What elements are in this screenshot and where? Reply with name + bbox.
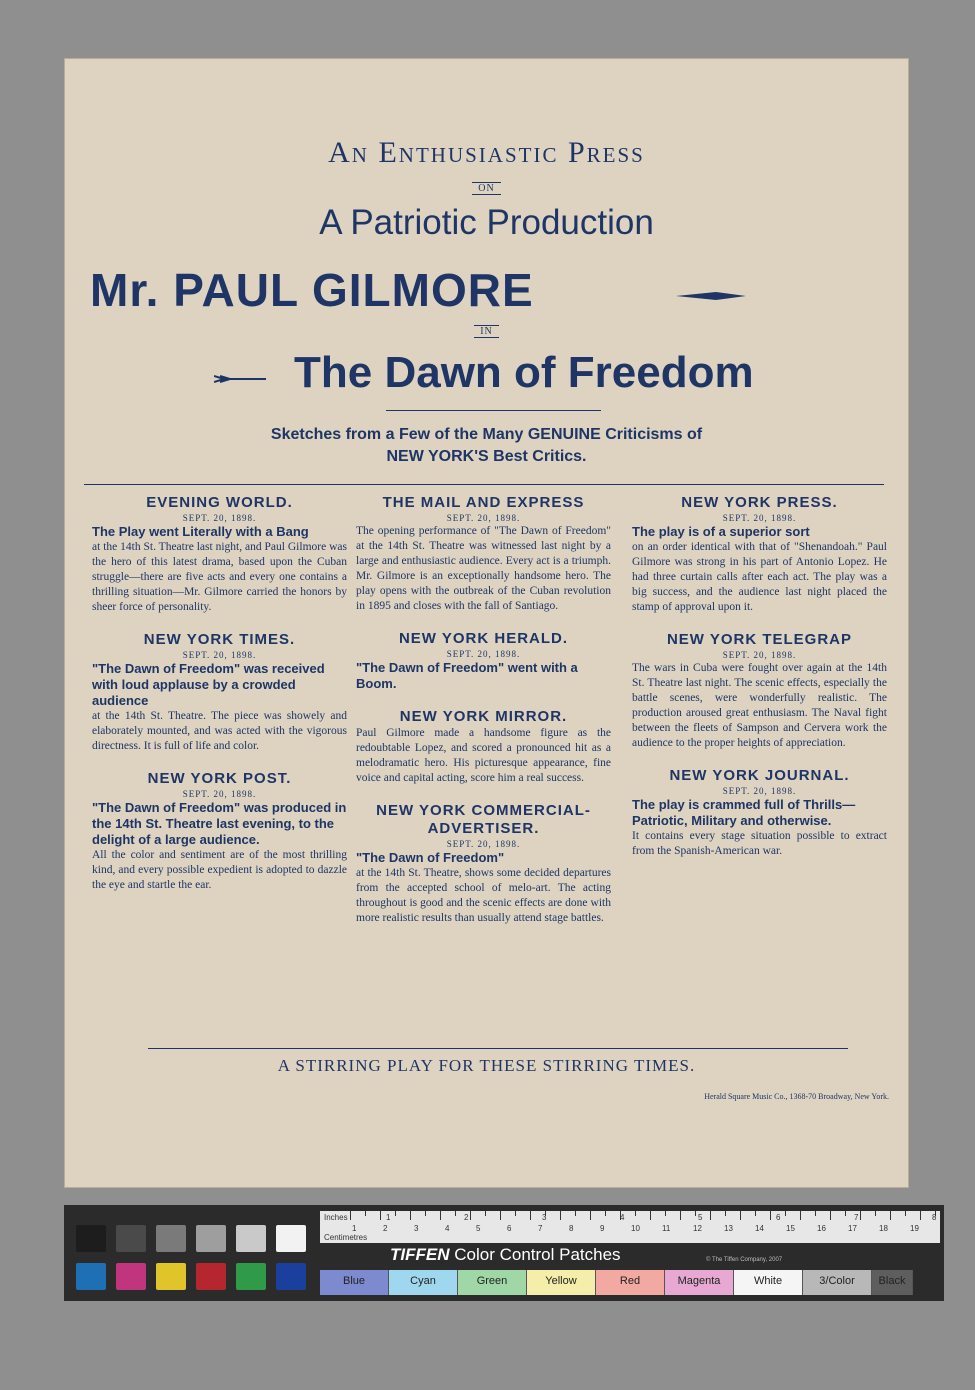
footer-slogan: A STIRRING PLAY FOR THESE STIRRING TIMES. <box>277 1056 696 1075</box>
review-date: SEPT. 20, 1898. <box>446 839 521 849</box>
review-lead: The Play went Literally with a Bang <box>92 524 309 539</box>
divider-short <box>386 410 601 411</box>
review-body: The wars in Cuba were fought over again at the 14th St. Theatre last night. The scenic effects, especially the battle scenes, were wonderfully realistic. The production aroused great enthusiasm. The Naval fight between the fleets of Sampson and Cervera work the audience to the proper heights of appreciation. <box>632 662 887 749</box>
review-lead: "The Dawn of Freedom" went with a Boom. <box>356 660 578 691</box>
ruler-cm-number: 19 <box>910 1224 919 1233</box>
review-paper: NEW YORK HERALD. <box>398 630 569 647</box>
color-strip-cell: Red <box>596 1270 665 1295</box>
ruler-cm-number: 9 <box>600 1224 605 1233</box>
headline-patriotic-production: A Patriotic Production <box>319 203 654 242</box>
ruler-inch-number: 6 <box>776 1213 781 1222</box>
color-strip-cell: Blue <box>320 1270 389 1295</box>
color-patch <box>236 1263 266 1290</box>
ruler-tick <box>515 1211 516 1216</box>
ruler-cm-number: 1 <box>352 1224 357 1233</box>
ruler-cm-number: 15 <box>786 1224 795 1233</box>
ruler-tick <box>890 1211 891 1220</box>
review-date: SEPT. 20, 1898. <box>722 786 797 796</box>
printer-credit: Herald Square Music Co., 1368-70 Broadway, New York. <box>704 1092 889 1101</box>
review-lead: "The Dawn of Freedom" was received with loud applause by a crowded audience <box>92 661 325 708</box>
ruler-tick <box>905 1211 906 1216</box>
review-date: SEPT. 20, 1898. <box>722 650 797 660</box>
feathered-arrow-icon <box>214 372 266 386</box>
ruler-tick <box>770 1211 771 1220</box>
subheading-line-2: NEW YORK'S Best Critics. <box>386 448 587 465</box>
ruler-inch-number: 1 <box>386 1213 391 1222</box>
color-patch <box>156 1263 186 1290</box>
color-strip-cell: White <box>734 1270 803 1295</box>
review-date: SEPT. 20, 1898. <box>182 513 257 523</box>
ruler-tick <box>740 1211 741 1220</box>
ruler-inches-label: Inches <box>324 1213 348 1222</box>
color-strip-cell: Magenta <box>665 1270 734 1295</box>
ruler-tick <box>380 1211 381 1220</box>
ruler-cm-number: 6 <box>507 1224 512 1233</box>
review-body: It contains every stage situation possible to extract from the Spanish-American war. <box>632 830 887 857</box>
review-block <box>632 494 887 615</box>
review-date: SEPT. 20, 1898. <box>722 513 797 523</box>
ruler-tick <box>350 1211 351 1220</box>
review-lead: "The Dawn of Freedom" <box>356 850 505 865</box>
ruler-tick <box>500 1211 501 1220</box>
review-block <box>92 494 347 615</box>
ruler-cm-number: 16 <box>817 1224 826 1233</box>
review-lead: "The Dawn of Freedom" was produced in the 14th St. Theatre last evening, to the delight of a large audience. <box>92 800 347 847</box>
ruler-tick <box>440 1211 441 1220</box>
ruler-cm-number: 12 <box>693 1224 702 1233</box>
headline-play-title: The Dawn of Freedom <box>294 348 754 397</box>
gray-patch <box>156 1225 186 1252</box>
ornament-arrow-icon <box>676 290 746 302</box>
poster-sheet <box>64 58 909 1188</box>
review-column-3 <box>632 494 887 875</box>
divider-bottom <box>148 1048 848 1049</box>
gray-patch <box>236 1225 266 1252</box>
review-body: at the 14th St. Theatre. The piece was showely and elaborately mounted, and was acted with the vigorous directness. It is full of life and color. <box>92 710 347 752</box>
review-paper: NEW YORK TELEGRAP <box>666 631 853 648</box>
tiffen-copyright: © The Tiffen Company, 2007 <box>706 1257 783 1263</box>
ruler-cm-number: 4 <box>445 1224 450 1233</box>
ruler-tick <box>530 1211 531 1220</box>
review-block <box>632 631 887 751</box>
ruler-tick <box>455 1211 456 1216</box>
ruler-tick <box>845 1211 846 1216</box>
review-block <box>92 631 347 754</box>
ruler-tick <box>860 1211 861 1220</box>
ruler-cm-number: 10 <box>631 1224 640 1233</box>
ruler-cm-number: 18 <box>879 1224 888 1233</box>
ruler-tick <box>605 1211 606 1216</box>
ruler-cm-number: 8 <box>569 1224 574 1233</box>
connector-in-text: IN <box>474 325 499 338</box>
headline-enthusiastic-press: An Enthusiastic Press <box>328 136 645 169</box>
review-column-2 <box>356 494 611 942</box>
color-strip-cell: Cyan <box>389 1270 458 1295</box>
review-lead: The play is crammed full of Thrills—Patriotic, Military and otherwise. <box>632 797 856 828</box>
tiffen-brand-name: TIFFEN <box>390 1245 450 1264</box>
ruler-tick <box>485 1211 486 1216</box>
review-body: at the 14th St. Theatre, shows some decided departures from the accepted school of melo-art. The acting throughout is good and the scenic effects are done with more realistic results than usually attend stage battles. <box>356 867 611 924</box>
review-block <box>632 767 887 859</box>
connector-on-text: ON <box>472 182 500 195</box>
subheading-line-1: Sketches from a Few of the Many GENUINE Criticisms of <box>270 426 703 443</box>
ruler-tick <box>635 1211 636 1216</box>
color-strip-cell: Yellow <box>527 1270 596 1295</box>
ruler-cm-label: Centimetres <box>324 1233 368 1242</box>
ruler-cm-number: 14 <box>755 1224 764 1233</box>
ruler-tick <box>695 1211 696 1216</box>
ruler-tick <box>785 1211 786 1216</box>
connector-on <box>64 183 909 194</box>
review-block <box>356 630 611 692</box>
ruler-cm-number: 2 <box>383 1224 388 1233</box>
tiffen-brand <box>390 1245 621 1265</box>
gray-patch <box>116 1225 146 1252</box>
review-body: Paul Gilmore made a handsome figure as the redoubtable Lopez, and scored a pronounced hit as a melodramatic hero. His picturesque appearance, fine voice and capital acting, score him a real success. <box>356 727 611 784</box>
ruler-cm-number: 3 <box>414 1224 419 1233</box>
ruler-tick <box>365 1211 366 1216</box>
ruler-tick <box>575 1211 576 1216</box>
color-patch <box>76 1263 106 1290</box>
color-strip-cell: 3/Color <box>803 1270 872 1295</box>
ruler-tick <box>755 1211 756 1216</box>
connector-in <box>64 326 909 337</box>
color-strip-cell: Green <box>458 1270 527 1295</box>
ruler-tick <box>425 1211 426 1216</box>
gray-patch <box>196 1225 226 1252</box>
ruler-tick <box>560 1211 561 1220</box>
review-body: All the color and sentiment are of the most thrilling kind, and every possible expedient is adopted to dazzle the eye and startle the ear. <box>92 849 347 891</box>
ruler-cm-number: 5 <box>476 1224 481 1233</box>
ruler-inch-number: 4 <box>620 1213 625 1222</box>
tiffen-brand-tail: Color Control Patches <box>454 1245 621 1264</box>
gray-patch <box>276 1225 306 1252</box>
review-date: SEPT. 20, 1898. <box>446 649 521 659</box>
ruler-inch-number: 5 <box>698 1213 703 1222</box>
ruler-tick <box>680 1211 681 1220</box>
ruler-tick <box>395 1211 396 1216</box>
ruler-inch-number: 3 <box>542 1213 547 1222</box>
ruler-tick <box>665 1211 666 1216</box>
review-date: SEPT. 20, 1898. <box>182 789 257 799</box>
review-block <box>356 802 611 926</box>
ruler-inch-number: 8 <box>932 1213 937 1222</box>
review-paper: EVENING WORLD. <box>146 494 293 511</box>
review-block <box>356 494 611 614</box>
review-column-1 <box>92 494 347 909</box>
ruler-tick <box>800 1211 801 1220</box>
ruler-cm-number: 7 <box>538 1224 543 1233</box>
ruler-tick <box>410 1211 411 1220</box>
review-block <box>92 770 347 893</box>
ruler-tick <box>590 1211 591 1220</box>
subheading-criticisms <box>64 424 909 468</box>
ruler-tick <box>470 1211 471 1220</box>
ruler-tick <box>650 1211 651 1220</box>
ruler-tick <box>875 1211 876 1216</box>
review-paper: NEW YORK TIMES. <box>143 631 296 648</box>
review-date: SEPT. 20, 1898. <box>182 650 257 660</box>
ruler-tick <box>710 1211 711 1220</box>
review-paper: NEW YORK MIRROR. <box>399 708 568 725</box>
ruler-tick <box>725 1211 726 1216</box>
ruler-inch-number: 7 <box>854 1213 859 1222</box>
headline-star-name: Mr. PAUL GILMORE <box>90 264 534 316</box>
ruler-cm-number: 17 <box>848 1224 857 1233</box>
review-paper: THE MAIL AND EXPRESS <box>382 494 585 511</box>
review-body: The opening performance of "The Dawn of Freedom" at the 14th St. Theatre was witnessed last night by a large and enthusiastic audience. Every act is a triumph. Mr. Gilmore is an exceptionally handsome hero. The play opens with the outbreak of the Cuban revolution in 1895 and closes with the fall of Santiago. <box>356 525 611 612</box>
review-paper: NEW YORK COMMERCIAL-ADVERTISER. <box>376 802 591 837</box>
review-paper: NEW YORK POST. <box>147 770 292 787</box>
ruler-cm-number: 11 <box>662 1224 671 1233</box>
color-patch <box>276 1263 306 1290</box>
review-body: at the 14th St. Theatre last night, and Paul Gilmore was the hero of this latest drama, based upon the Cuban struggle—there are five acts and every one contains a thrilling situation—Mr. Gilmore carried the honors by sheer force of personality. <box>92 541 347 613</box>
review-paper: NEW YORK PRESS. <box>681 494 838 511</box>
color-strip-cell: Black <box>872 1270 913 1295</box>
review-body: on an order identical with that of "Shenandoah." Paul Gilmore was strong in his part of Antonio Lopez. He had three curtain calls after each act. The play was a big success, and the audience last night placed the stamp of approval upon it. <box>632 541 887 613</box>
ruler-tick <box>920 1211 921 1220</box>
ruler-tick <box>815 1211 816 1216</box>
review-paper: NEW YORK JOURNAL. <box>669 767 850 784</box>
ruler-cm-number: 13 <box>724 1224 733 1233</box>
review-block <box>356 708 611 786</box>
color-patch <box>116 1263 146 1290</box>
gray-patch <box>76 1225 106 1252</box>
review-lead: The play is of a superior sort <box>632 524 810 539</box>
divider-wide <box>84 484 884 485</box>
color-patch <box>196 1263 226 1290</box>
ruler-tick <box>830 1211 831 1220</box>
ruler <box>320 1211 940 1243</box>
ruler-inch-number: 2 <box>464 1213 469 1222</box>
review-date: SEPT. 20, 1898. <box>446 513 521 523</box>
